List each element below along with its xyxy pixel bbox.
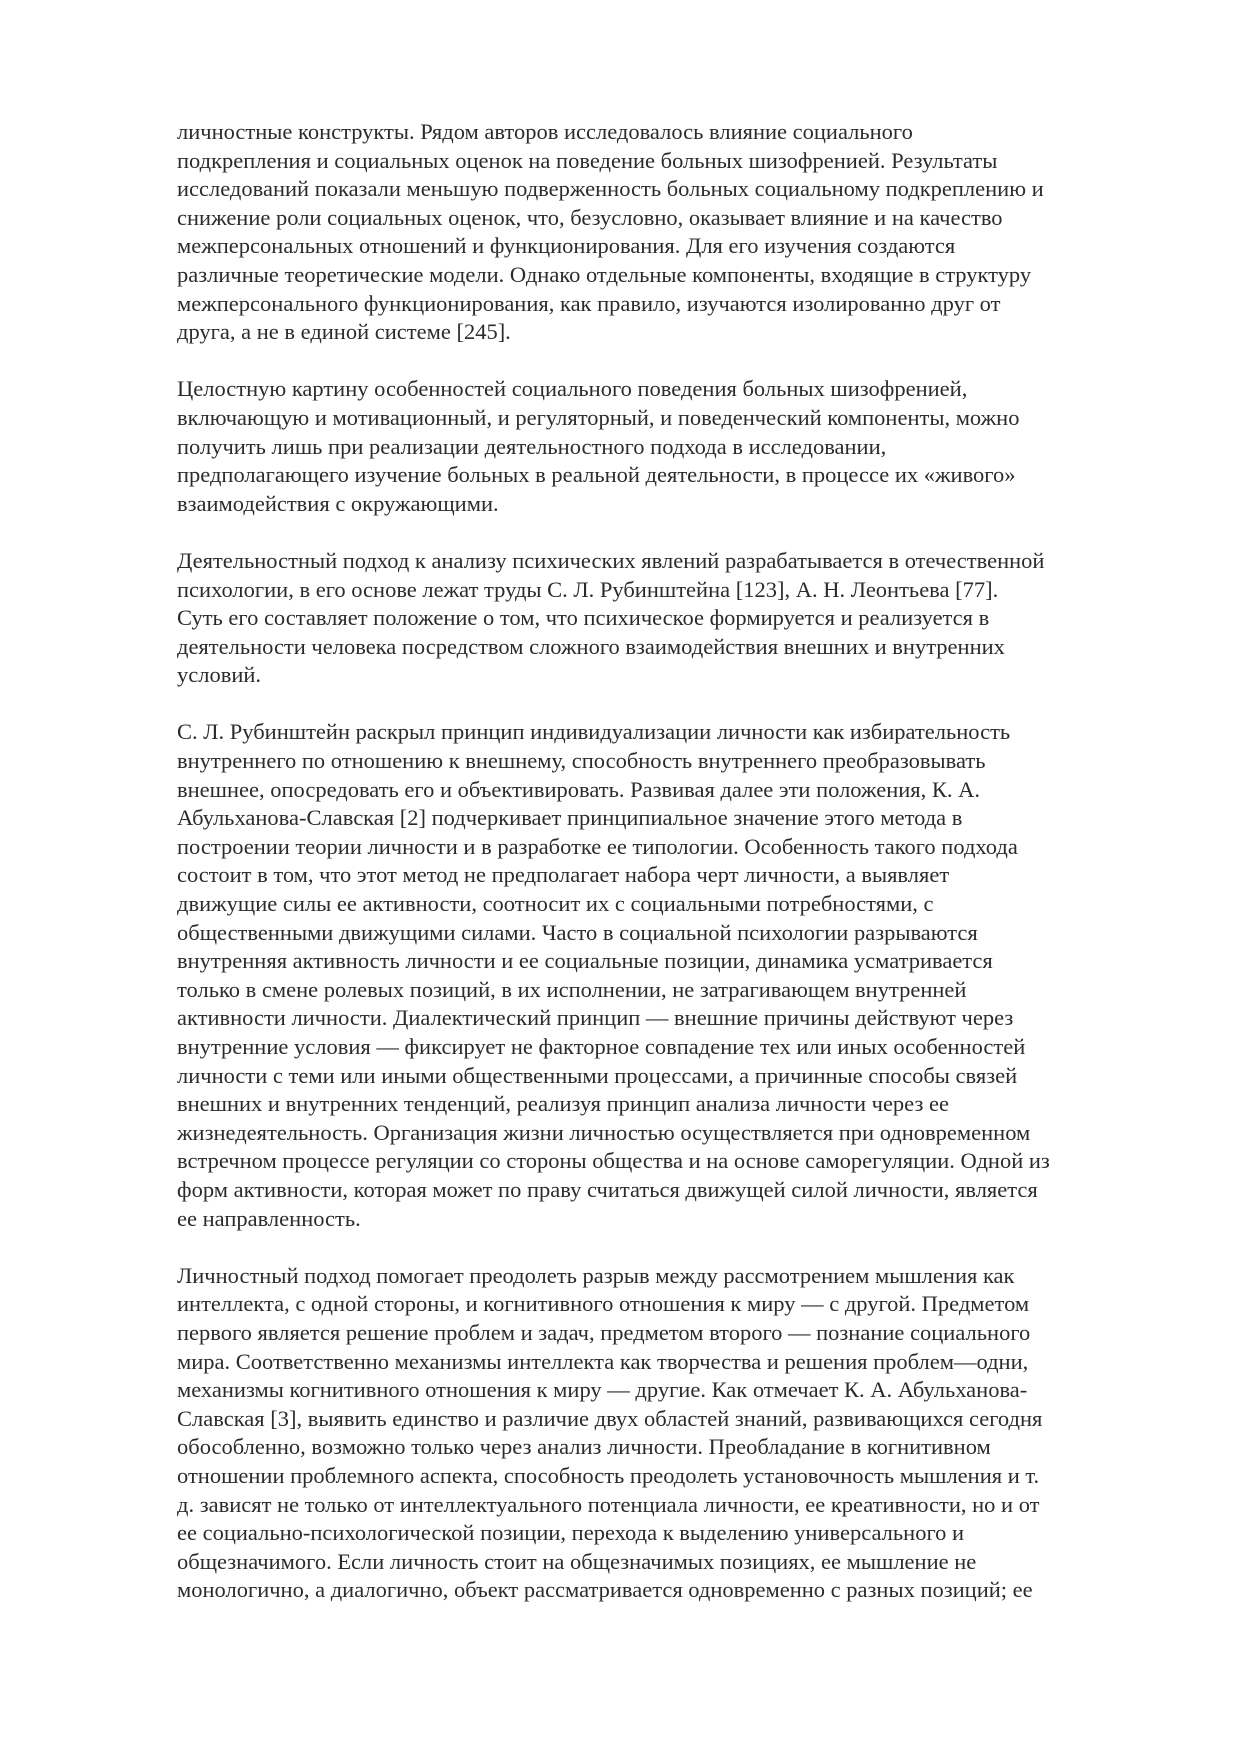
text-line: Личностный подход помогает преодолеть разрыв между рассмотрением мышления как — [177, 1262, 1015, 1288]
text-line: форм активности, которая может по праву считаться движущей силой личности, является — [177, 1176, 1038, 1202]
text-line: подкрепления и социальных оценок на поведение больных шизофренией. Результаты — [177, 147, 998, 173]
text-line: Абульханова-Славская [2] подчеркивает принципиальное значение этого метода в — [177, 805, 963, 831]
text-line: взаимодействия с окружающими. — [177, 490, 499, 516]
text-line: С. Л. Рубинштейн раскрыл принцип индивидуализации личности как избирательность — [177, 719, 1011, 745]
text-line: состоит в том, что этот метод не предполагает набора черт личности, а выявляет — [177, 862, 950, 888]
text-line: Деятельностный подход к анализу психических явлений разрабатывается в отечественной — [177, 547, 1045, 573]
text-line: межперсонального функционирования, как правило, изучаются изолированно друг от — [177, 290, 1001, 316]
text-line: деятельности человека посредством сложного взаимодействия внешних и внутренних — [177, 633, 1005, 659]
text-line: жизнедеятельность. Организация жизни личностью осуществляется при одновременном — [177, 1119, 1031, 1145]
paragraph-2 — [177, 375, 1157, 518]
text-line: только в смене ролевых позиций, в их исполнении, не затрагивающем внутренней — [177, 976, 967, 1002]
text-line: Целостную картину особенностей социального поведения больных шизофренией, — [177, 376, 968, 402]
text-line: внутреннего по отношению к внешнему, способность внутреннего преобразовывать — [177, 748, 986, 774]
text-line: первого является решение проблем и задач, предметом второго — познание социального — [177, 1319, 1031, 1345]
text-line: интеллекта, с одной стороны, и когнитивного отношения к миру — с другой. Предметом — [177, 1291, 1030, 1317]
text-line: ее социально-психологической позиции, перехода к выделению универсального и — [177, 1520, 965, 1546]
text-line: Славская [3], выявить единство и различие двух областей знаний, развивающихся сегодня — [177, 1405, 1043, 1431]
text-line: внешнее, опосредовать его и объективировать. Развивая далее эти положения, К. А. — [177, 776, 981, 802]
text-line: общественными движущими силами. Часто в социальной психологии разрываются — [177, 919, 978, 945]
text-line: активности личности. Диалектический принцип — внешние причины действуют через — [177, 1005, 1014, 1031]
document-body — [177, 118, 1157, 1633]
text-line: межперсональных отношений и функционирования. Для его изучения создаются — [177, 233, 956, 259]
text-line: личности с теми или иными общественными процессами, а причинные способы связей — [177, 1062, 1018, 1088]
text-line: обособленно, возможно только через анализ личности. Преобладание в когнитивном — [177, 1434, 991, 1460]
text-line: внутренние условия — фиксирует не факторное совпадение тех или иных особенностей — [177, 1034, 1026, 1059]
text-line: психологии, в его основе лежат труды С. Л. Рубинштейна [123], А. Н. Леонтьева [77]. — [177, 576, 999, 602]
text-line: различные теоретические модели. Однако отдельные компоненты, входящие в структуру — [177, 261, 1032, 287]
text-line: условий. — [177, 662, 262, 688]
text-line: Суть его составляет положение о том, что психическое формируется и реализуется в — [177, 605, 990, 631]
text-line: друга, а не в единой системе [245]. — [177, 319, 511, 345]
text-line: движущие силы ее активности, соотносит их с социальными потребностями, с — [177, 891, 934, 917]
text-line: предполагающего изучение больных в реальной деятельности, в процессе их «живого» — [177, 462, 1016, 488]
text-line: механизмы когнитивного отношения к миру — другие. Как отмечает К. А. Абульханова- — [177, 1377, 1028, 1403]
text-line: личностные конструкты. Рядом авторов исследовалось влияние социального — [177, 119, 913, 144]
paragraph-4 — [177, 718, 1157, 1233]
text-line: встречном процессе регуляции со стороны общества и на основе саморегуляции. Одной из — [177, 1148, 1050, 1174]
text-line: внешних и внутренних тенденций, реализуя принцип анализа личности через ее — [177, 1091, 949, 1117]
paragraph-3 — [177, 547, 1157, 690]
text-line: внутренняя активность личности и ее социальные позиции, динамика усматривается — [177, 948, 993, 974]
text-line: общезначимого. Если личность стоит на общезначимых позициях, ее мышление не — [177, 1548, 977, 1574]
paragraph-5 — [177, 1262, 1157, 1605]
text-line: получить лишь при реализации деятельностного подхода в исследовании, — [177, 433, 887, 459]
text-line: исследований показали меньшую подверженность больных социальному подкреплению и — [177, 176, 1044, 202]
text-line: ее направленность. — [177, 1205, 361, 1231]
text-line: монологично, а диалогично, объект рассматривается одновременно с разных позиций; ее — [177, 1577, 1033, 1603]
text-line: включающую и мотивационный, и регуляторный, и поведенческий компоненты, можно — [177, 404, 1020, 430]
text-line: д. зависят не только от интеллектуального потенциала личности, ее креативности, но и от — [177, 1491, 1040, 1517]
text-line: отношении проблемного аспекта, способность преодолеть установочность мышления и т. — [177, 1462, 1040, 1488]
text-line: построении теории личности и в разработке ее типологии. Особенность такого подхода — [177, 833, 1018, 859]
paragraph-1 — [177, 118, 1157, 347]
text-line: мира. Соответственно механизмы интеллекта как творчества и решения проблем—одни, — [177, 1348, 1029, 1374]
text-line: снижение роли социальных оценок, что, безусловно, оказывает влияние и на качество — [177, 204, 1003, 230]
